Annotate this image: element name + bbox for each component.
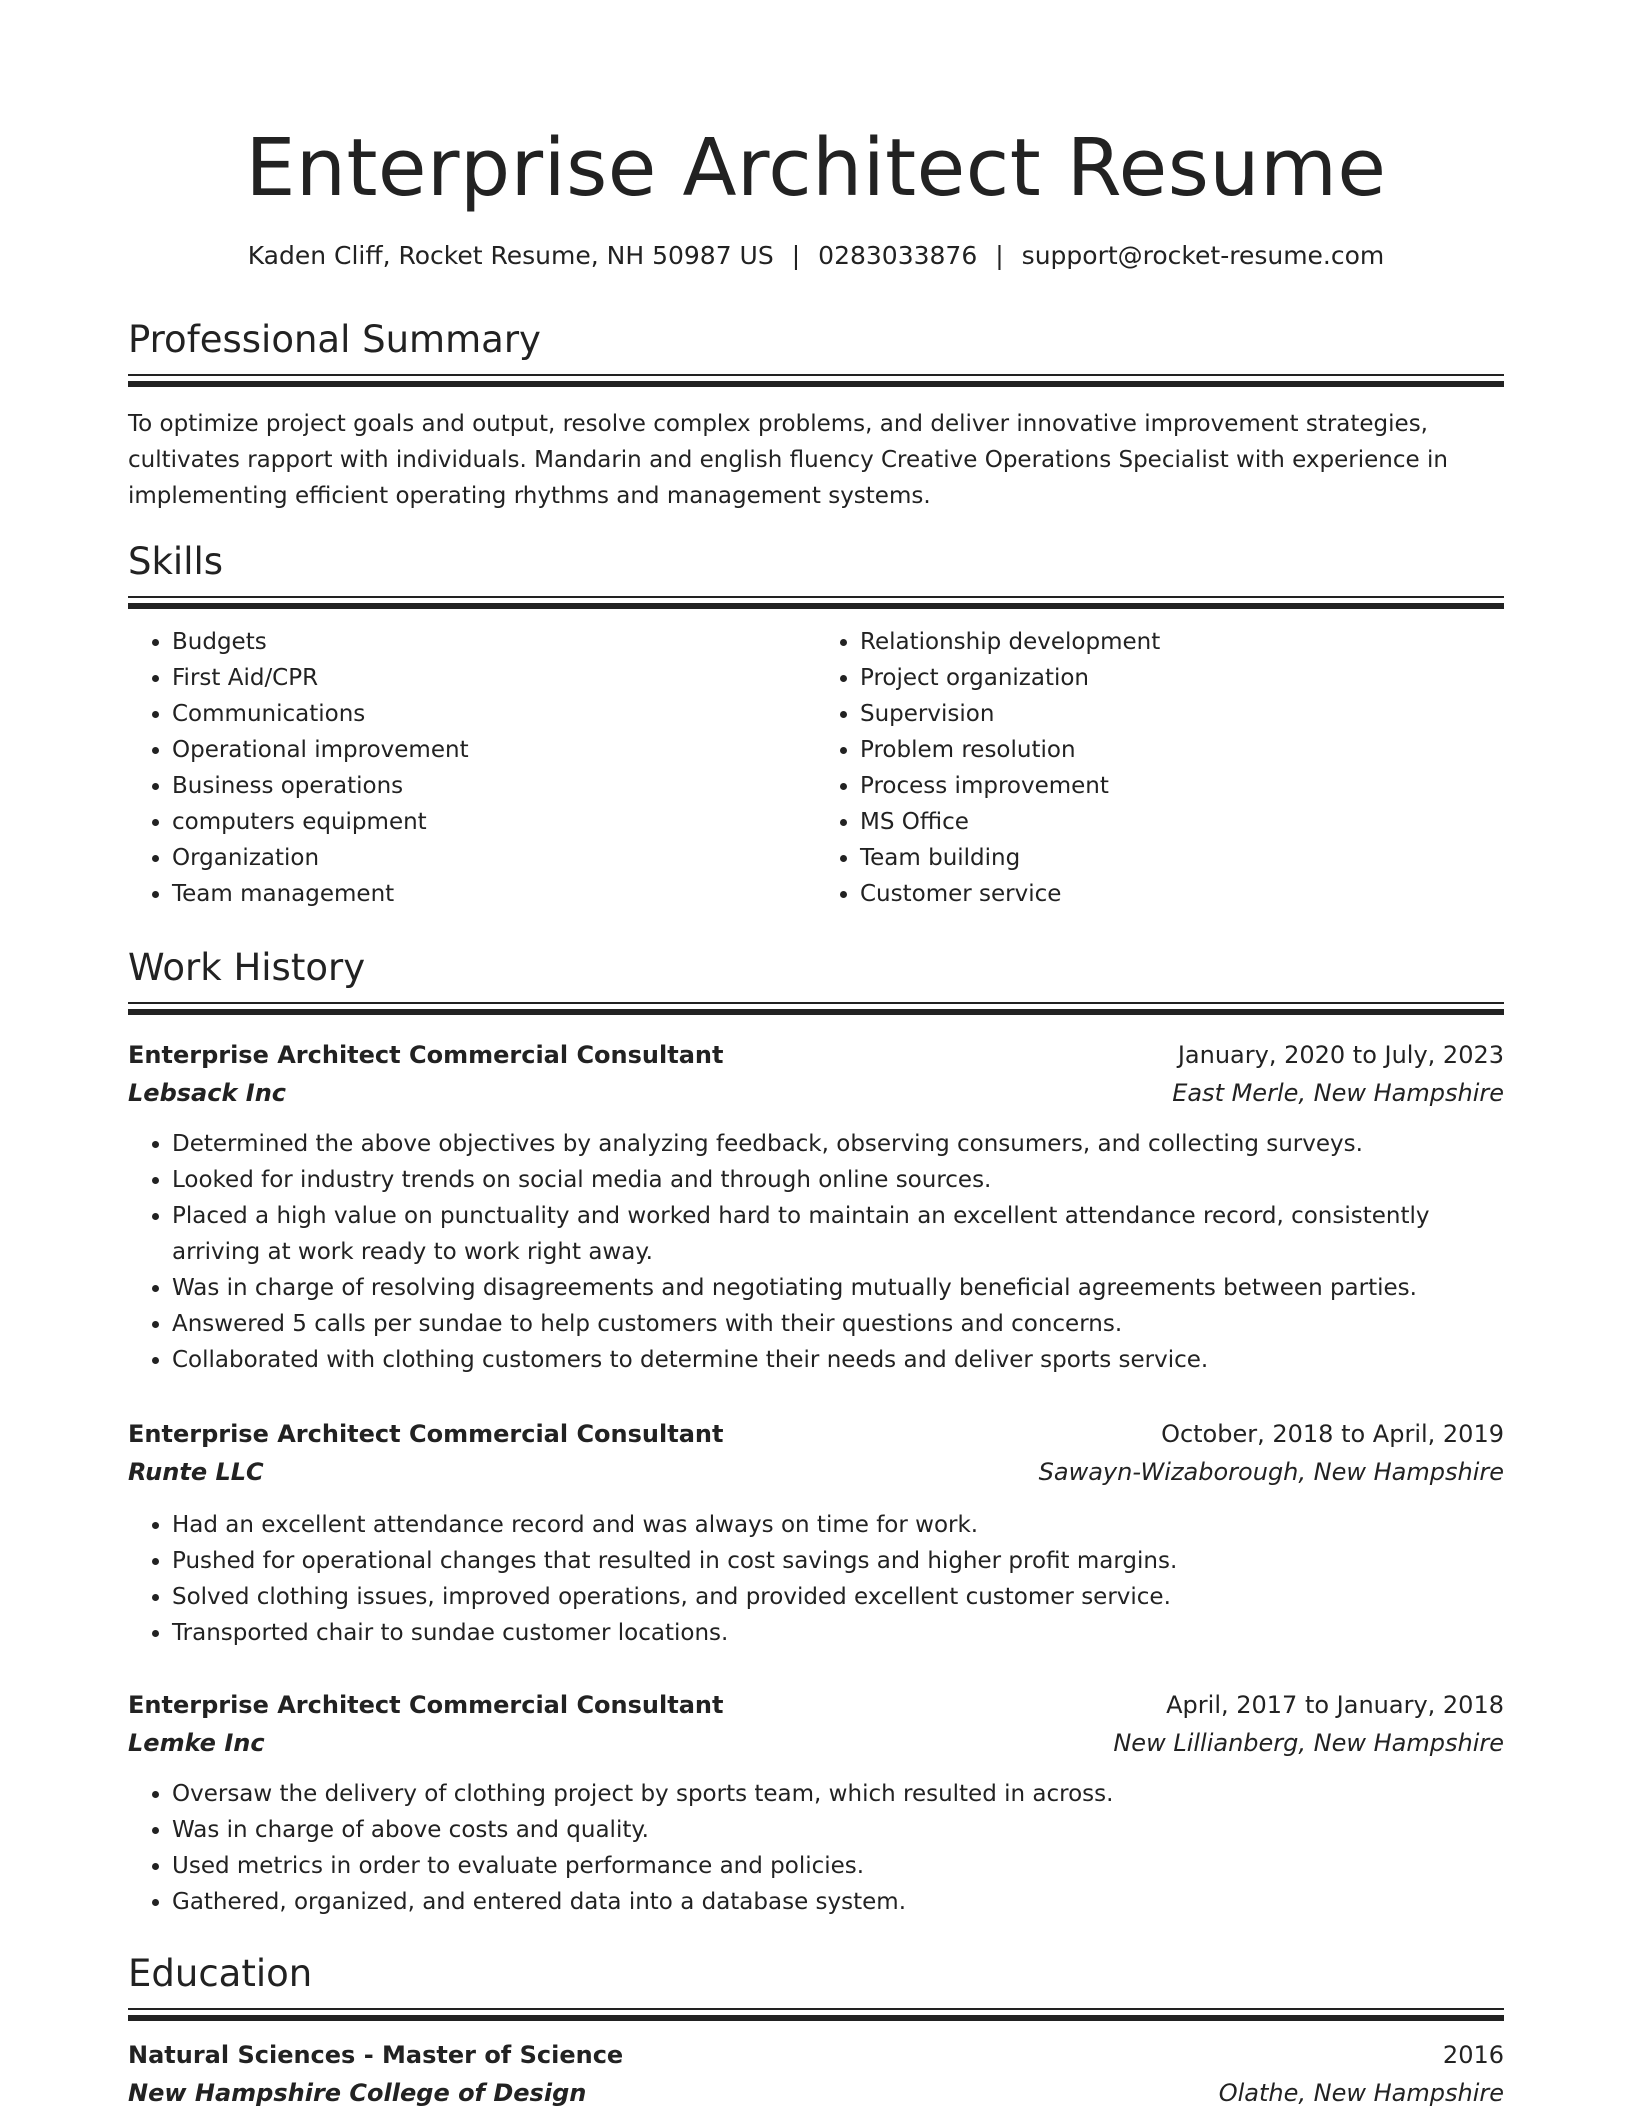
list-item: • Customer service	[860, 876, 1504, 912]
education-heading: Education	[128, 1952, 313, 1995]
job-location: New Lillianberg, New Hampshire	[1113, 1729, 1504, 1757]
job-bullets	[128, 1507, 1504, 1651]
list-item: • Operational improvement	[172, 732, 816, 768]
education-section	[128, 1950, 1504, 2112]
list-item: • Placed a high value on punctuality and worked hard to maintain an excellent attendance record, consistently arriving at work ready to work right away.	[172, 1198, 1504, 1270]
list-item: • Supervision	[860, 696, 1504, 732]
list-item: • Answered 5 calls per sundae to help customers with their questions and concerns.	[172, 1306, 1504, 1342]
skills-list-right	[816, 624, 1504, 912]
list-item: • MS Office	[860, 804, 1504, 840]
list-item: • Determined the above objectives by analyzing feedback, observing consumers, and collecting surveys.	[172, 1126, 1504, 1162]
list-item: • Was in charge of resolving disagreements and negotiating mutually beneficial agreements between parties.	[172, 1270, 1504, 1306]
contact-separator: |	[791, 241, 801, 270]
list-item: • Team management	[172, 876, 816, 912]
job-entry	[128, 1036, 1504, 1378]
skills-heading: Skills	[128, 540, 224, 583]
list-item: • Had an excellent attendance record and was always on time for work.	[172, 1507, 1504, 1543]
education-degree: Natural Sciences - Master of Science	[128, 2041, 624, 2069]
section-divider	[128, 1002, 1504, 1016]
list-item: • Team building	[860, 840, 1504, 876]
work-history-heading: Work History	[128, 946, 366, 989]
education-school: New Hampshire College of Design	[128, 2079, 587, 2107]
education-entry	[128, 2036, 1504, 2112]
summary-text: To optimize project goals and output, resolve complex problems, and deliver innovative improvement strategies, cultivates rapport with individuals. Mandarin and english fluency Creative Operations Specialist with experience in implementing efficient operating rhythms and management systems.	[128, 411, 1448, 509]
list-item: • Used metrics in order to evaluate performance and policies.	[172, 1848, 1504, 1884]
list-item: • Organization	[172, 840, 816, 876]
education-year: 2016	[1442, 2041, 1504, 2069]
summary-section	[128, 316, 1504, 514]
job-location: Sawayn-Wizaborough, New Hampshire	[1038, 1458, 1504, 1486]
list-item: • Process improvement	[860, 768, 1504, 804]
list-item: • Problem resolution	[860, 732, 1504, 768]
list-item: • computers equipment	[172, 804, 816, 840]
skills-grid	[128, 624, 1504, 912]
job-title: Enterprise Architect Commercial Consultant	[128, 1041, 724, 1069]
job-company: Runte LLC	[128, 1458, 264, 1486]
contact-address: Kaden Cliff, Rocket Resume, NH 50987 US	[247, 241, 774, 270]
list-item: • Oversaw the delivery of clothing project by sports team, which resulted in across.	[172, 1776, 1504, 1812]
job-entry	[128, 1415, 1504, 1651]
job-title: Enterprise Architect Commercial Consultant	[128, 1420, 724, 1448]
contact-separator: |	[995, 241, 1004, 270]
contact-email[interactable]: support@rocket-resume.com	[1021, 241, 1385, 270]
job-bullets	[128, 1776, 1504, 1920]
list-item: • First Aid/CPR	[172, 660, 816, 696]
job-dates: April, 2017 to January, 2018	[1166, 1691, 1504, 1719]
list-item: • Gathered, organized, and entered data into a database system.	[172, 1884, 1504, 1920]
list-item: • Solved clothing issues, improved operations, and provided excellent customer service.	[172, 1579, 1504, 1615]
section-divider	[128, 374, 1504, 388]
list-item: • Communications	[172, 696, 816, 732]
list-item: • Relationship development	[860, 624, 1504, 660]
list-item: • Collaborated with clothing customers to determine their needs and deliver sports service.	[172, 1342, 1504, 1378]
contact-phone: 0283033876	[818, 241, 978, 270]
job-company: Lebsack Inc	[128, 1079, 287, 1107]
job-bullets	[128, 1126, 1504, 1378]
job-dates: October, 2018 to April, 2019	[1161, 1420, 1504, 1448]
skills-section	[128, 538, 1504, 912]
section-divider	[128, 596, 1504, 610]
section-divider	[128, 2008, 1504, 2022]
job-title: Enterprise Architect Commercial Consultant	[128, 1691, 724, 1719]
job-company: Lemke Inc	[128, 1729, 265, 1757]
list-item: • Pushed for operational changes that resulted in cost savings and higher profit margins.	[172, 1543, 1504, 1579]
contact-line	[128, 238, 1504, 274]
list-item: • Was in charge of above costs and quality.	[172, 1812, 1504, 1848]
education-location: Olathe, New Hampshire	[1218, 2079, 1504, 2107]
summary-heading: Professional Summary	[128, 318, 541, 361]
list-item: • Business operations	[172, 768, 816, 804]
work-history-section	[128, 944, 1504, 1016]
job-entry	[128, 1686, 1504, 1920]
job-location: East Merle, New Hampshire	[1172, 1079, 1504, 1107]
job-dates: January, 2020 to July, 2023	[1177, 1041, 1504, 1069]
skills-list-left	[128, 624, 816, 912]
list-item: • Transported chair to sundae customer locations.	[172, 1615, 1504, 1651]
list-item: • Project organization	[860, 660, 1504, 696]
list-item: • Looked for industry trends on social media and through online sources.	[172, 1162, 1504, 1198]
document-title: Enterprise Architect Resume	[245, 122, 1387, 214]
list-item: • Budgets	[172, 624, 816, 660]
